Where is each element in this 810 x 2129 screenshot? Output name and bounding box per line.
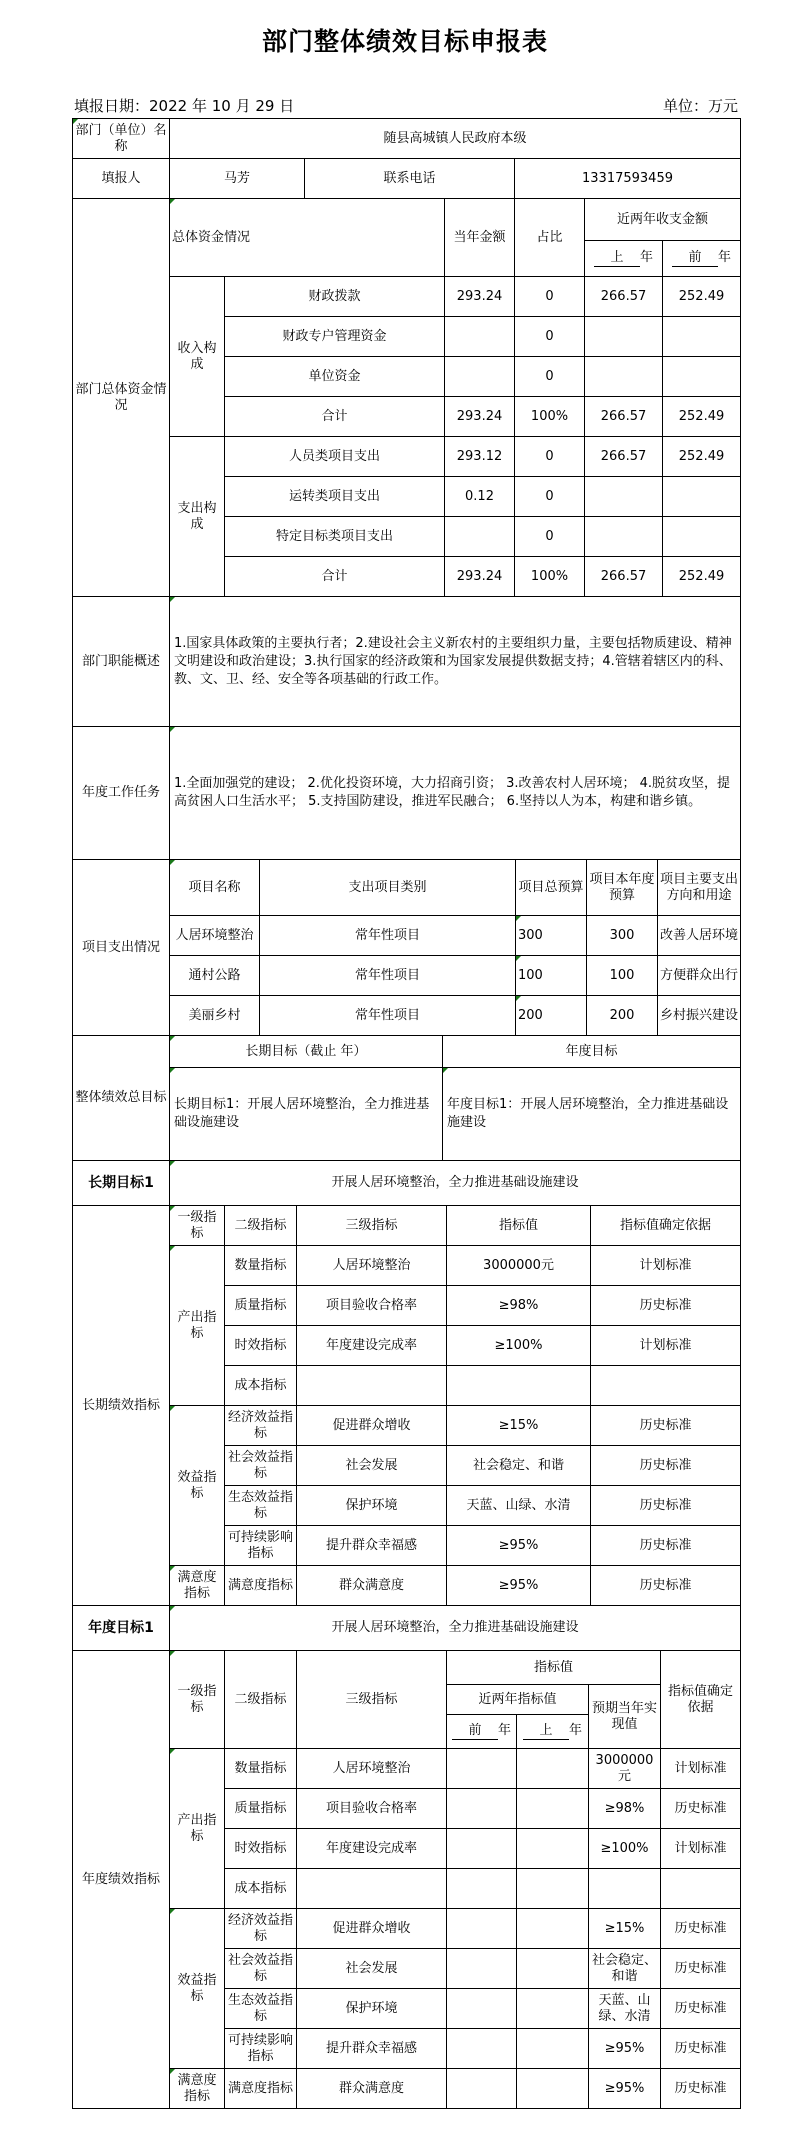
proj-header-use: 项目主要支出方向和用途	[658, 860, 741, 916]
year-suffix: 年	[640, 250, 654, 265]
yi-prev-value	[447, 2069, 517, 2109]
li-basis: 历史标准	[591, 1286, 741, 1326]
overall-funds-label: 总体资金情况	[170, 199, 445, 277]
yi-l3: 人居环境整治	[297, 1749, 447, 1789]
col-amount: 当年金额	[445, 199, 515, 277]
fund-row-last: 266.57	[585, 277, 663, 317]
li-value: 社会稳定、和谐	[447, 1446, 591, 1486]
yi-l3: 提升群众幸福感	[297, 2029, 447, 2069]
yi-l3	[297, 1869, 447, 1909]
yi-prev-value	[447, 1989, 517, 2029]
fund-row-ratio: 100%	[515, 557, 585, 597]
li-l2: 成本指标	[225, 1366, 297, 1406]
income-label: 收入构成	[170, 277, 225, 437]
task-label: 年度工作任务	[73, 727, 170, 860]
yi-l3: 年度建设完成率	[297, 1829, 447, 1869]
yi-l2: 经济效益指标	[225, 1909, 297, 1949]
reporter-label: 填报人	[73, 159, 170, 199]
li-header-l2: 二级指标	[225, 1206, 297, 1246]
yi-l2: 社会效益指标	[225, 1949, 297, 1989]
yi-last-value	[517, 2029, 589, 2069]
li-l2: 满意度指标	[225, 1566, 297, 1606]
fund-row-prev	[663, 357, 741, 397]
fund-row-amount	[445, 317, 515, 357]
yi-basis: 历史标准	[661, 1949, 741, 1989]
li-value: 3000000元	[447, 1246, 591, 1286]
yi-prev-text: 前	[468, 1723, 482, 1738]
goals-table	[72, 1035, 741, 1161]
proj-type: 常年性项目	[260, 996, 516, 1036]
yi-basis: 历史标准	[661, 2029, 741, 2069]
yi-l2: 成本指标	[225, 1869, 297, 1909]
yi-last-value	[517, 1829, 589, 1869]
yi-header-l1: 一级指标	[170, 1651, 225, 1749]
li-benefit-label: 效益指标	[170, 1406, 225, 1566]
fund-row-amount: 293.24	[445, 277, 515, 317]
yi-prev-value	[447, 2029, 517, 2069]
goals-label: 整体绩效总目标	[73, 1036, 170, 1161]
li-l3: 年度建设完成率	[297, 1326, 447, 1366]
li-l3: 项目验收合格率	[297, 1286, 447, 1326]
li-basis: 历史标准	[591, 1486, 741, 1526]
li-l3: 提升群众幸福感	[297, 1526, 447, 1566]
yi-basis: 历史标准	[661, 1989, 741, 2029]
li-l3	[297, 1366, 447, 1406]
fund-row-name: 运转类项目支出	[225, 477, 445, 517]
fund-row-last: 266.57	[585, 437, 663, 477]
duty-table	[72, 596, 741, 860]
yi-value: ≥15%	[589, 1909, 661, 1949]
dept-name: 随县高城镇人民政府本级	[170, 119, 741, 159]
proj-header-name: 项目名称	[170, 860, 260, 916]
fund-row-ratio: 0	[515, 437, 585, 477]
fund-row-last: 266.57	[585, 397, 663, 437]
li-header-l3: 三级指标	[297, 1206, 447, 1246]
proj-total: 300	[516, 916, 587, 956]
year-goal-text: 年度目标1：开展人居环境整治，全力推进基础设施建设	[443, 1068, 741, 1161]
fund-row-amount	[445, 357, 515, 397]
year-target-label: 年度目标1	[73, 1606, 170, 1651]
li-value: ≥15%	[447, 1406, 591, 1446]
yi-basis: 历史标准	[661, 1789, 741, 1829]
yi-value: 天蓝、山绿、水清	[589, 1989, 661, 2029]
yi-l3: 项目验收合格率	[297, 1789, 447, 1829]
li-header-l1: 一级指标	[170, 1206, 225, 1246]
long-indicators-table	[72, 1205, 741, 1606]
projects-label: 项目支出情况	[73, 860, 170, 1036]
col-last-year	[585, 241, 663, 277]
yi-prev-value	[447, 1749, 517, 1789]
yi-output-label: 产出指标	[170, 1749, 225, 1909]
yi-header-l3: 三级指标	[297, 1651, 447, 1749]
li-l2: 可持续影响指标	[225, 1526, 297, 1566]
li-l2: 质量指标	[225, 1286, 297, 1326]
proj-total: 100	[516, 956, 587, 996]
fund-row-prev	[663, 517, 741, 557]
proj-type: 常年性项目	[260, 956, 516, 996]
year-suffix: 年	[718, 250, 732, 265]
col-prev-text: 前	[688, 250, 702, 265]
yi-basis: 历史标准	[661, 2069, 741, 2109]
fund-row-prev	[663, 317, 741, 357]
proj-header-year: 项目本年度预算	[587, 860, 658, 916]
fund-row-amount: 0.12	[445, 477, 515, 517]
fund-row-prev: 252.49	[663, 277, 741, 317]
yi-prev-value	[447, 1949, 517, 1989]
li-l3: 保护环境	[297, 1486, 447, 1526]
fund-row-name: 特定目标类项目支出	[225, 517, 445, 557]
yi-basis: 计划标准	[661, 1749, 741, 1789]
main-table	[72, 118, 741, 199]
proj-year: 100	[587, 956, 658, 996]
fund-row-last: 266.57	[585, 557, 663, 597]
proj-use: 改善人居环境	[658, 916, 741, 956]
li-value: ≥98%	[447, 1286, 591, 1326]
li-basis: 历史标准	[591, 1566, 741, 1606]
proj-type: 常年性项目	[260, 916, 516, 956]
fund-row-prev: 252.49	[663, 557, 741, 597]
col-ratio: 占比	[515, 199, 585, 277]
li-l3: 促进群众增收	[297, 1406, 447, 1446]
yi-header-basis: 指标值确定依据	[661, 1651, 741, 1749]
fund-row-ratio: 0	[515, 357, 585, 397]
li-output-label: 产出指标	[170, 1246, 225, 1406]
li-l2: 经济效益指标	[225, 1406, 297, 1446]
fund-row-prev: 252.49	[663, 397, 741, 437]
li-l3: 群众满意度	[297, 1566, 447, 1606]
yi-l2: 时效指标	[225, 1829, 297, 1869]
fund-row-ratio: 0	[515, 517, 585, 557]
yi-benefit-label: 效益指标	[170, 1909, 225, 2069]
yi-last-value	[517, 1749, 589, 1789]
yi-l2: 满意度指标	[225, 2069, 297, 2109]
long-target-table	[72, 1160, 741, 1206]
yi-l2: 生态效益指标	[225, 1989, 297, 2029]
projects-table	[72, 859, 741, 1036]
fund-row-last	[585, 477, 663, 517]
fund-row-ratio: 0	[515, 477, 585, 517]
long-target-text: 开展人居环境整治，全力推进基础设施建设	[170, 1161, 741, 1206]
duty-label: 部门职能概述	[73, 597, 170, 727]
li-basis: 历史标准	[591, 1446, 741, 1486]
fund-row-prev	[663, 477, 741, 517]
proj-header-type: 支出项目类别	[260, 860, 516, 916]
yi-l2: 数量指标	[225, 1749, 297, 1789]
yi-expected-label: 预期当年实现值	[589, 1685, 661, 1749]
year-target-text: 开展人居环境整治，全力推进基础设施建设	[170, 1606, 741, 1651]
fund-row-ratio: 0	[515, 317, 585, 357]
yi-value: 社会稳定、和谐	[589, 1949, 661, 1989]
li-satisfaction-label: 满意度指标	[170, 1566, 225, 1606]
li-basis: 历史标准	[591, 1526, 741, 1566]
yi-basis	[661, 1869, 741, 1909]
yi-l3: 保护环境	[297, 1989, 447, 2029]
li-l2: 生态效益指标	[225, 1486, 297, 1526]
duty-text: 1.国家具体政策的主要执行者；2.建设社会主义新农村的主要组织力量，主要包括物质建设、精神文明建设和政治建设；3.执行国家的经济政策和为国家发展提供数据支持；4.管辖着辖区内的科、教、文、卫、经、安全等各项基础的行政工作。	[170, 597, 741, 727]
yi-last-value	[517, 1869, 589, 1909]
year-indicators-table	[72, 1650, 741, 2109]
proj-name: 通村公路	[170, 956, 260, 996]
yi-basis: 历史标准	[661, 1909, 741, 1949]
li-l3: 人居环境整治	[297, 1246, 447, 1286]
year-suffix: 年	[568, 1723, 582, 1738]
yi-prev-value	[447, 1829, 517, 1869]
fund-row-last	[585, 517, 663, 557]
reporter-name: 马芳	[170, 159, 305, 199]
li-value: ≥95%	[447, 1526, 591, 1566]
long-goal-header: 长期目标（截止 年）	[170, 1036, 443, 1068]
fund-row-last	[585, 317, 663, 357]
yi-last-value	[517, 2069, 589, 2109]
fill-date: 填报日期：2022 年 10 月 29 日	[74, 97, 295, 115]
long-goal-text: 长期目标1：开展人居环境整治，全力推进基础设施建设	[170, 1068, 443, 1161]
yi-prev-year	[447, 1715, 517, 1749]
yi-value: ≥98%	[589, 1789, 661, 1829]
phone-value: 13317593459	[515, 159, 741, 199]
yi-prev-value	[447, 1909, 517, 1949]
long-indicators-label: 长期绩效指标	[73, 1206, 170, 1606]
li-value	[447, 1366, 591, 1406]
li-header-basis: 指标值确定依据	[591, 1206, 741, 1246]
li-l2: 社会效益指标	[225, 1446, 297, 1486]
yi-l2: 质量指标	[225, 1789, 297, 1829]
yi-last-value	[517, 1909, 589, 1949]
li-basis	[591, 1366, 741, 1406]
yi-prev-value	[447, 1869, 517, 1909]
fund-row-name: 财政拨款	[225, 277, 445, 317]
yi-l3: 社会发展	[297, 1949, 447, 1989]
proj-header-total: 项目总预算	[516, 860, 587, 916]
yi-l3: 群众满意度	[297, 2069, 447, 2109]
year-target-table	[72, 1605, 741, 1651]
funds-table	[72, 198, 741, 597]
fund-row-name: 合计	[225, 397, 445, 437]
funds-section-label: 部门总体资金情况	[73, 199, 170, 597]
fund-row-amount	[445, 517, 515, 557]
unit-label: 单位：万元	[662, 97, 738, 115]
proj-year: 200	[587, 996, 658, 1036]
yi-basis: 计划标准	[661, 1829, 741, 1869]
fund-row-amount: 293.24	[445, 397, 515, 437]
yi-satisfaction-label: 满意度指标	[170, 2069, 225, 2109]
fund-row-amount: 293.12	[445, 437, 515, 477]
col-recent: 近两年收支金额	[585, 199, 741, 241]
yi-l2: 可持续影响指标	[225, 2029, 297, 2069]
year-indicators-label: 年度绩效指标	[73, 1651, 170, 2109]
yi-prev-value	[447, 1789, 517, 1829]
li-value: ≥100%	[447, 1326, 591, 1366]
yi-last-value	[517, 1949, 589, 1989]
yi-last-text: 上	[539, 1723, 553, 1738]
fund-row-name: 合计	[225, 557, 445, 597]
expense-label: 支出构成	[170, 437, 225, 597]
yi-value: 3000000元	[589, 1749, 661, 1789]
li-basis: 历史标准	[591, 1406, 741, 1446]
proj-name: 美丽乡村	[170, 996, 260, 1036]
yi-last-year	[517, 1715, 589, 1749]
fund-row-name: 人员类项目支出	[225, 437, 445, 477]
li-basis: 计划标准	[591, 1246, 741, 1286]
yi-last-value	[517, 1789, 589, 1829]
long-target-label: 长期目标1	[73, 1161, 170, 1206]
li-l2: 数量指标	[225, 1246, 297, 1286]
fund-row-name: 财政专户管理资金	[225, 317, 445, 357]
fund-row-amount: 293.24	[445, 557, 515, 597]
col-last-text: 上	[610, 250, 624, 265]
li-basis: 计划标准	[591, 1326, 741, 1366]
col-prev-year	[663, 241, 741, 277]
yi-header-value: 指标值	[447, 1651, 661, 1685]
proj-use: 乡村振兴建设	[658, 996, 741, 1036]
fund-row-ratio: 0	[515, 277, 585, 317]
yi-recent-label: 近两年指标值	[447, 1685, 589, 1715]
proj-name: 人居环境整治	[170, 916, 260, 956]
fund-row-ratio: 100%	[515, 397, 585, 437]
dept-label: 部门（单位）名称	[73, 119, 170, 159]
yi-value: ≥95%	[589, 2069, 661, 2109]
yi-value: ≥95%	[589, 2029, 661, 2069]
proj-use: 方便群众出行	[658, 956, 741, 996]
li-l2: 时效指标	[225, 1326, 297, 1366]
fund-row-name: 单位资金	[225, 357, 445, 397]
year-suffix: 年	[497, 1723, 511, 1738]
li-l3: 社会发展	[297, 1446, 447, 1486]
task-text: 1.全面加强党的建设； 2.优化投资环境，大力招商引资； 3.改善农村人居环境； 4.脱贫攻坚，提高贫困人口生活水平； 5.支持国防建设，推进军民融合； 6.坚持以人为本，构建和谐乡镇。	[170, 727, 741, 860]
yi-l3: 促进群众增收	[297, 1909, 447, 1949]
li-header-value: 指标值	[447, 1206, 591, 1246]
phone-label: 联系电话	[305, 159, 515, 199]
proj-year: 300	[587, 916, 658, 956]
fund-row-last	[585, 357, 663, 397]
page-title: 部门整体绩效目标申报表	[261, 27, 548, 56]
yi-value	[589, 1869, 661, 1909]
li-value: ≥95%	[447, 1566, 591, 1606]
fund-row-prev: 252.49	[663, 437, 741, 477]
year-goal-header: 年度目标	[443, 1036, 741, 1068]
yi-value: ≥100%	[589, 1829, 661, 1869]
li-value: 天蓝、山绿、水清	[447, 1486, 591, 1526]
proj-total: 200	[516, 996, 587, 1036]
yi-last-value	[517, 1989, 589, 2029]
yi-header-l2: 二级指标	[225, 1651, 297, 1749]
